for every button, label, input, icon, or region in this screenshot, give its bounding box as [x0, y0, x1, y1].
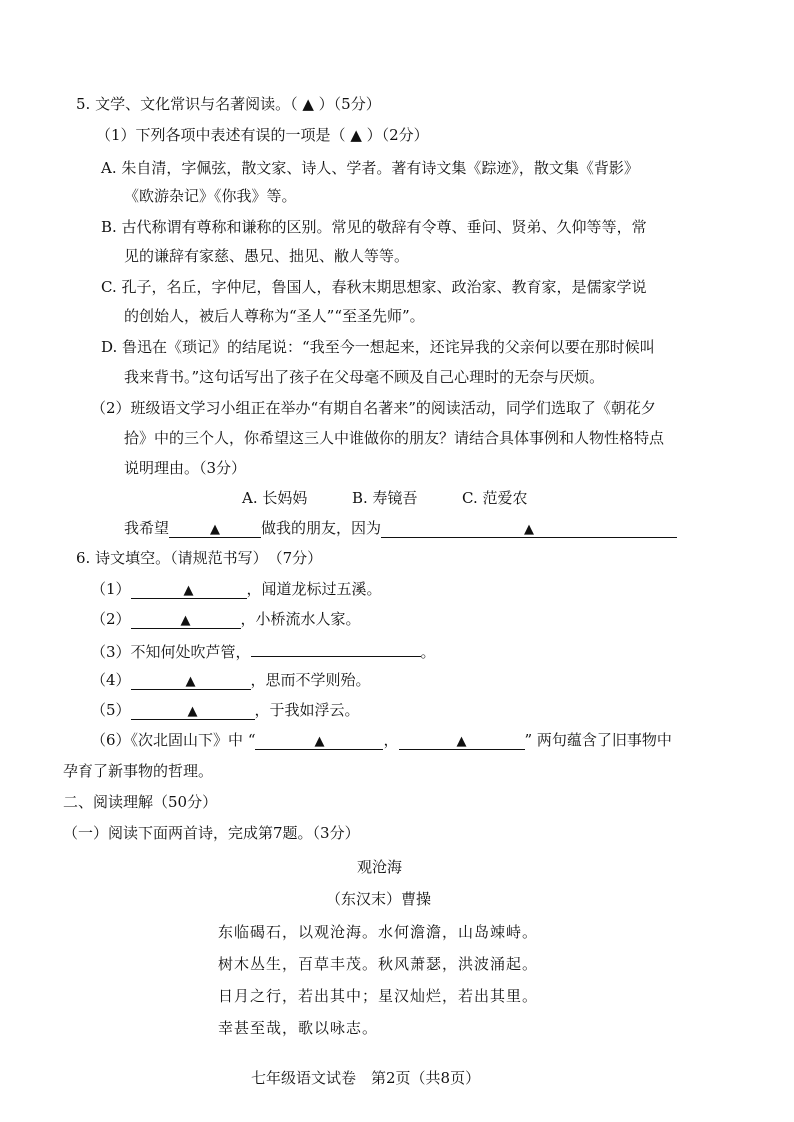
q5-option-b-line1: B. 古代称谓有尊称和谦称的区别。常见的敬辞有令尊、垂问、贤弟、久仰等等，常 — [101, 218, 647, 236]
q5-option-d-line2: 我来背书。”这句话写出了孩子在父母毫不顾及自己心理时的无奈与厌烦。 — [124, 368, 605, 386]
triangle-icon: ▲ — [314, 734, 325, 749]
q6-blank2[interactable] — [131, 610, 241, 629]
q5-option-a-line2: 《欧游杂记》《你我》等。 — [124, 187, 297, 205]
q5-sub1: （1）下列各项中表述有误的一项是（ ▲ ）（2分） — [96, 126, 429, 144]
poem-line2: 树木丛生，百草丰茂。秋风萧瑟，洪波涌起。 — [218, 955, 539, 973]
choice-b: B. 寿镜吾 — [352, 489, 418, 507]
q5-option-a-line1: A. 朱自清，字佩弦，散文家、诗人、学者。著有诗文集《踪迹》，散文集《背影》 — [101, 159, 639, 177]
q5-option-c-line2: 的创始人，被后人尊称为“圣人”“至圣先师”。 — [124, 307, 425, 325]
q6-blank6b[interactable] — [399, 731, 525, 750]
q6-line6 — [91, 729, 672, 751]
q6-line6-cont: 孕育了新事物的哲理。 — [63, 762, 214, 780]
q6-line2 — [91, 608, 361, 630]
triangle-icon: ▲ — [187, 704, 198, 719]
triangle-icon: ▲ — [180, 613, 191, 628]
poem-author: （东汉末）曹操 — [326, 890, 432, 908]
part2-sub: （一）阅读下面两首诗，完成第7题。（3分） — [63, 824, 360, 842]
q6-num2: （2） — [91, 610, 131, 628]
q6-text6-comma: ， — [383, 731, 399, 749]
q6-text6-post: ” 两句蕴含了旧事物中 — [524, 731, 672, 749]
q6-line4 — [91, 669, 371, 691]
q5-title: 5. 文学、文化常识与名著阅读。（ ▲ ）（5分） — [76, 95, 381, 113]
q6-blank6a[interactable] — [255, 731, 383, 750]
hope-middle: 做我的朋友，因为 — [261, 519, 382, 537]
q5-option-d-line1: D. 鲁迅在《琐记》的结尾说：“我至今一想起来，还诧异我的父亲何以要在那时候叫 — [101, 338, 655, 356]
q6-text3: （3）不知何处吹芦管， — [91, 643, 251, 661]
q6-blank5[interactable] — [131, 701, 255, 720]
q5-sub2-line3: 说明理由。（3分） — [124, 459, 247, 477]
poem-line3: 日月之行，若出其中；星汉灿烂，若出其里。 — [218, 987, 539, 1005]
hope-line — [124, 517, 677, 539]
q6-text5: ，于我如浮云。 — [254, 701, 360, 719]
triangle-icon: ▲ — [183, 583, 194, 598]
q5-sub2-line1: （2）班级语文学习小组正在举办“有期自名著来”的阅读活动，同学们选取了《朝花夕 — [91, 399, 656, 417]
q5-sub2-line2: 拾》中的三个人，你希望这三人中谁做你的朋友？请结合具体事例和人物性格特点 — [124, 429, 665, 447]
triangle-icon: ▲ — [456, 734, 467, 749]
triangle-icon: ▲ — [210, 522, 221, 537]
poem-line1: 东临碣石，以观沧海。水何澹澹，山岛竦峙。 — [218, 923, 539, 941]
q6-line5 — [91, 699, 360, 721]
q6-line3 — [91, 638, 436, 663]
q6-num4: （4） — [91, 671, 131, 689]
q6-title: 6. 诗文填空。（请规范书写） （7分） — [76, 549, 323, 567]
q5-option-c-line1: C. 孔子，名丘，字仲尼，鲁国人，春秋末期思想家、政治家、教育家，是儒家学说 — [101, 278, 647, 296]
q6-text2: ，小桥流水人家。 — [240, 610, 361, 628]
choice-a: A. 长妈妈 — [242, 489, 308, 507]
poem-title: 观沧海 — [357, 858, 403, 876]
q6-blank1[interactable] — [131, 580, 247, 599]
q6-line1 — [91, 578, 382, 600]
q6-text1: ，闻道龙标过五溪。 — [246, 580, 382, 598]
q6-text3-end: 。 — [420, 643, 436, 661]
hope-prefix: 我希望 — [124, 519, 170, 537]
poem-line4: 幸甚至哉，歌以咏志。 — [218, 1019, 379, 1037]
choice-c: C. 范爱农 — [462, 489, 528, 507]
page-footer: 七年级语文试卷 第2页（共8页） — [251, 1069, 481, 1087]
q5-option-b-line2: 见的谦辞有家慈、愚兄、拙见、敝人等等。 — [124, 247, 410, 265]
part2-title: 二、阅读理解（50分） — [63, 793, 218, 811]
q6-text6-pre: （6）《次北固山下》中 “ — [91, 731, 256, 749]
q6-blank4[interactable] — [131, 671, 251, 690]
friend-name-blank[interactable] — [169, 519, 261, 538]
reason-blank[interactable] — [381, 519, 677, 538]
triangle-icon: ▲ — [524, 522, 535, 537]
q6-num5: （5） — [91, 701, 131, 719]
q6-text4: ，思而不学则殆。 — [250, 671, 371, 689]
q6-blank3[interactable] — [251, 638, 421, 657]
triangle-icon: ▲ — [185, 674, 196, 689]
q6-num1: （1） — [91, 580, 131, 598]
